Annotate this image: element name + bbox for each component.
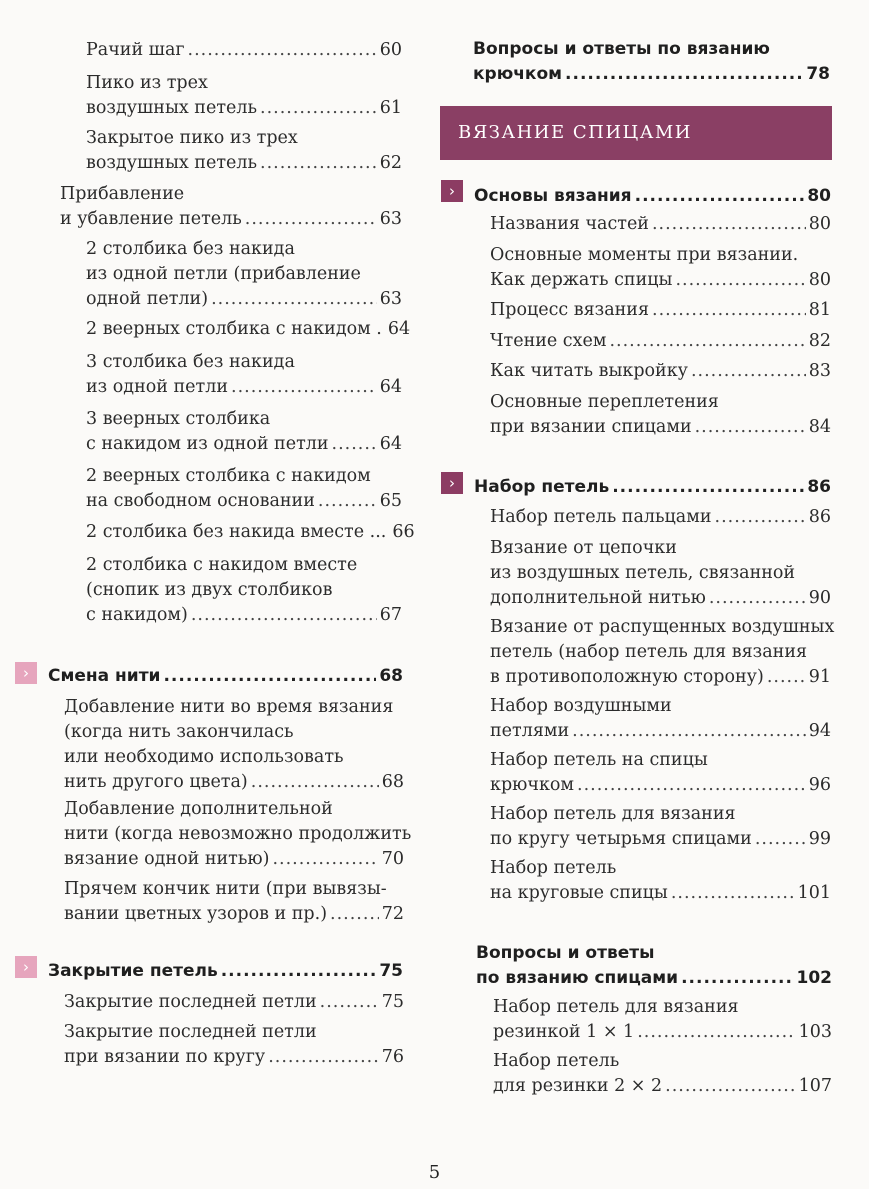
page-ref: 62 [379,153,402,173]
entry-title: при вязании по кругу [64,1047,266,1067]
toc-entry[interactable] [64,695,404,795]
entry-title: Основные моменты при вязании. [490,245,799,265]
page-ref: 61 [379,98,402,118]
entry-title: Процесс вязания [490,300,650,320]
entry-title: нити (когда невозможно продолжить [64,824,412,844]
entry-title: нить другого цвета) [64,772,248,792]
entry-title: 2 столбика с накидом вместе [86,555,358,575]
entry-title: 3 столбика без накида [86,352,295,372]
entry-title: дополнительной нитью [490,588,706,608]
entry-title: вании цветных узоров и пр.) [64,904,328,924]
toc-entry[interactable] [86,520,415,545]
entry-title: для резинки 2 × 2 [493,1076,663,1096]
section-title: Вопросы и ответы по вязанию [473,39,770,59]
entry-title: воздушных петель [86,98,258,118]
entry-title: воздушных петель [86,153,258,173]
entry-title: Основные переплетения [490,392,719,412]
page-ref: 91 [808,667,831,687]
entry-title: 2 столбика без накида [86,239,295,259]
toc-entry[interactable] [490,359,831,384]
toc-entry[interactable] [490,694,831,744]
toc-entry[interactable] [86,464,402,514]
entry-title: Прибавление [60,184,185,204]
page-ref: 72 [381,904,404,924]
toc-entry[interactable] [490,615,835,690]
page-ref: 102 [796,968,832,988]
entry-title: Закрытие последней петли [64,992,317,1012]
section-marker-icon: › [441,472,463,494]
toc-entry[interactable] [493,995,832,1045]
toc-entry[interactable] [86,71,402,121]
entry-title: Набор петель [493,1051,620,1071]
entry-title: вязание одной нитью) [64,849,270,869]
toc-entry[interactable] [490,536,831,611]
page-ref: 78 [806,64,830,84]
qa-crochet-heading[interactable] [473,37,830,87]
entry-title: по кругу четырьмя спицами [490,829,752,849]
section-title: Вопросы и ответы [476,943,655,963]
section-heading[interactable] [48,959,403,984]
page-ref: 63 [379,289,402,309]
entry-title: Вязание от распущенных воздушных [490,617,835,637]
entry-title: (когда нить закончилась [64,722,294,742]
page-ref: 101 [797,883,831,903]
entry-title: Закрытое пико из трех [86,128,298,148]
toc-entry[interactable] [86,317,411,342]
page-ref: 63 [379,209,402,229]
page-ref: 96 [808,775,831,795]
toc-entry[interactable] [86,553,402,628]
entry-title: Набор петель [490,858,617,878]
entry-title: резинкой 1 × 1 [493,1022,635,1042]
toc-entry[interactable] [490,329,831,354]
page-ref: 80 [808,270,831,290]
page-ref: 80 [808,214,831,234]
page-ref: 70 [381,849,404,869]
entry-title: Набор петель для вязания [490,804,736,824]
entry-title: Закрытие последней петли [64,1022,317,1042]
page-ref: 90 [808,588,831,608]
entry-title: из одной петли (прибавление [86,264,361,284]
toc-entry[interactable] [490,390,831,440]
toc-entry[interactable] [64,1020,404,1070]
entry-title: с накидом) [86,605,188,625]
section-title: Смена нити [48,666,161,686]
toc-entry[interactable] [60,182,402,232]
entry-title: Как читать выкройку [490,361,688,381]
entry-title: (снопик из двух столбиков [86,580,333,600]
section-marker-icon: › [15,662,37,684]
entry-title: Как держать спицы [490,270,673,290]
toc-entry[interactable] [490,748,831,798]
entry-title: петлями [490,721,570,741]
page-ref: 75 [379,961,403,981]
entry-title: на круговые спицы [490,883,668,903]
toc-entry[interactable] [86,237,402,312]
entry-title: Прячем кончик нити (при вывязы- [64,879,387,899]
section-heading[interactable] [474,184,831,209]
section-title: Закрытие петель [48,961,218,981]
entry-title: в противоположную сторону) [490,667,764,687]
toc-entry[interactable] [490,243,831,293]
toc-entry[interactable] [490,802,831,852]
toc-entry[interactable] [86,407,402,457]
page-ref: 86 [808,507,831,527]
page-ref: 99 [808,829,831,849]
page-ref: 64 [387,319,411,339]
page-ref: 86 [807,477,831,497]
section-title: крючком [473,64,563,84]
qa-knitting-heading[interactable] [476,941,832,991]
entry-title: Добавление дополнительной [64,799,333,819]
page-ref: 103 [798,1022,832,1042]
page-ref: 81 [808,300,831,320]
entry-title: с накидом из одной петли [86,434,329,454]
toc-entry[interactable] [490,212,831,237]
entry-title: при вязании спицами [490,417,692,437]
page-number: 5 [428,1162,441,1183]
page-ref: 80 [807,186,831,206]
page-ref: 68 [379,666,403,686]
page-ref: 94 [808,721,831,741]
toc-entry[interactable] [490,298,831,323]
entry-title: 3 веерных столбика [86,409,271,429]
entry-title: Вязание от цепочки [490,538,677,558]
entry-title: Пико из трех [86,73,208,93]
toc-entry[interactable] [86,38,402,63]
toc-entry[interactable] [64,990,404,1015]
entry-title: крючком [490,775,575,795]
entry-title: Чтение схем [490,331,607,351]
page-ref: 82 [808,331,831,351]
section-title: Набор петель [474,477,610,497]
entry-title: и убавление петель [60,209,242,229]
page-ref: 107 [798,1076,832,1096]
entry-title: из воздушных петель, связанной [490,563,796,583]
chapter-banner: ВЯЗАНИЕ СПИЦАМИ [440,106,832,160]
toc-entry[interactable] [490,505,831,530]
entry-title: Набор петель для вязания [493,997,739,1017]
page-ref: 65 [379,491,402,511]
entry-title: 2 веерных столбика с накидом [86,466,371,486]
entry-title: на свободном основании [86,491,315,511]
page-ref: 64 [379,434,402,454]
entry-title: Названия частей [490,214,649,234]
toc-entry[interactable] [64,797,412,872]
toc-entry[interactable] [86,350,402,400]
page-ref: 64 [379,377,402,397]
entry-title: Рачий шаг [86,40,185,60]
page-ref: 66 [392,522,415,542]
toc-entry[interactable] [86,126,402,176]
page-ref: 68 [381,772,404,792]
entry-title: Набор воздушными [490,696,672,716]
section-marker-icon: › [441,180,463,202]
page-ref: 76 [381,1047,404,1067]
page-ref: 84 [808,417,831,437]
page-ref: 75 [381,992,404,1012]
entry-title: 2 столбика без накида вместе ... [86,522,387,542]
toc-entry[interactable] [64,877,404,927]
toc-entry[interactable] [493,1049,832,1099]
entry-title: Набор петель пальцами [490,507,712,527]
page-ref: 83 [808,361,831,381]
entry-title: или необходимо использовать [64,747,344,767]
page-ref: 67 [379,605,402,625]
section-marker-icon: › [15,956,37,978]
section-title: Основы вязания [474,186,632,206]
entry-title: петель (набор петель для вязания [490,642,808,662]
section-heading[interactable] [48,664,403,689]
section-title: по вязанию спицами [476,968,679,988]
entry-title: одной петли) [86,289,209,309]
toc-entry[interactable] [490,856,831,906]
page-ref: 60 [379,40,402,60]
entry-title: 2 веерных столбика с накидом . [86,319,382,339]
entry-title: Добавление нити во время вязания [64,697,394,717]
section-heading[interactable] [474,475,831,500]
entry-title: Набор петель на спицы [490,750,708,770]
entry-title: из одной петли [86,377,228,397]
